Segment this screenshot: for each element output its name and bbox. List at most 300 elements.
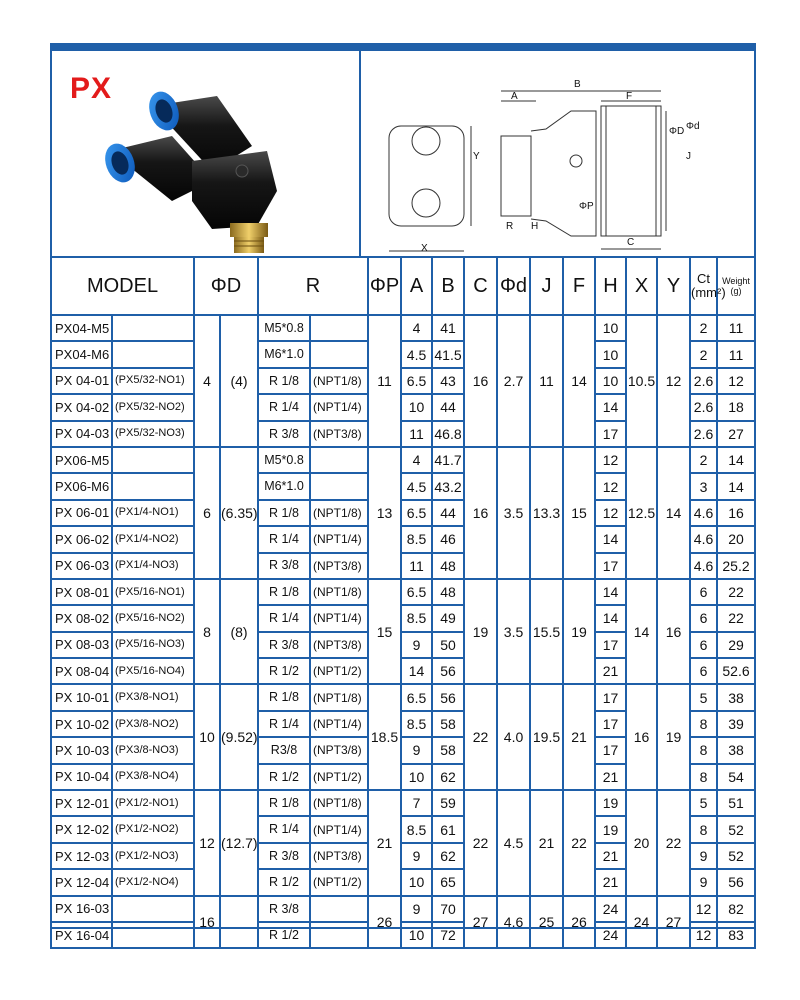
dim-b: 65: [432, 869, 464, 895]
weight: 18: [717, 394, 755, 420]
dim-c: 22: [464, 790, 497, 896]
header-y: Y: [657, 257, 690, 315]
model-code: PX 12-03: [51, 843, 112, 869]
dim-label-dd: Φd: [686, 121, 700, 132]
model-code: PX 12-01: [51, 790, 112, 816]
model-code: PX 04-03: [51, 421, 112, 447]
dim-a: 4: [401, 315, 432, 341]
dim-a: 6.5: [401, 579, 432, 605]
weight: 14: [717, 447, 755, 473]
thread-r: R 1/2: [258, 922, 310, 948]
header-b: B: [432, 257, 464, 315]
model-code: PX 08-02: [51, 605, 112, 631]
thread-npt: (NPT3/8): [310, 737, 368, 763]
thread-r: R 3/8: [258, 421, 310, 447]
thread-npt: (NPT1/4): [310, 605, 368, 631]
dim-p: 18.5: [368, 684, 401, 790]
dim-a: 8.5: [401, 816, 432, 842]
dim-y: 19: [657, 684, 690, 790]
dim-h: 17: [595, 553, 626, 579]
dim-b: 46.8: [432, 421, 464, 447]
dim-h: 19: [595, 816, 626, 842]
dim-ct: 6: [690, 579, 717, 605]
header-ct-unit: (mm²): [691, 285, 726, 300]
dim-f: 15: [563, 447, 595, 579]
dim-h: 21: [595, 658, 626, 684]
thread-r: R 1/8: [258, 684, 310, 710]
dim-a: 6.5: [401, 368, 432, 394]
tube-od: 8: [194, 579, 220, 685]
model-alt-code: (PX1/4-NO2): [112, 526, 194, 552]
dim-b: 58: [432, 737, 464, 763]
model-alt-code: (PX3/8-NO1): [112, 684, 194, 710]
weight: 29: [717, 632, 755, 658]
weight: 22: [717, 605, 755, 631]
header-a: A: [401, 257, 432, 315]
dim-h: 14: [595, 526, 626, 552]
thread-npt: (NPT3/8): [310, 632, 368, 658]
table-row: [51, 315, 755, 341]
dim-ct: 2: [690, 341, 717, 367]
model-alt-code: (PX5/32-NO3): [112, 421, 194, 447]
thread-npt: (NPT1/4): [310, 816, 368, 842]
dim-b: 43.2: [432, 473, 464, 499]
model-code: PX 10-03: [51, 737, 112, 763]
weight: 82: [717, 896, 755, 922]
table-row: [51, 447, 755, 473]
dim-ct: 5: [690, 790, 717, 816]
dim-h: 24: [595, 922, 626, 948]
tube-od: 12: [194, 790, 220, 896]
dim-x: 24: [626, 896, 657, 949]
dim-a: 8.5: [401, 711, 432, 737]
thread-r: R 3/8: [258, 896, 310, 922]
dim-label-y: Y: [473, 151, 480, 162]
dim-label-r: R: [506, 221, 514, 232]
dim-y: 22: [657, 790, 690, 896]
model-alt-code: (PX5/16-NO4): [112, 658, 194, 684]
dim-ct: 8: [690, 711, 717, 737]
model-alt-code: (PX5/16-NO2): [112, 605, 194, 631]
spec-table-body: [51, 257, 755, 948]
model-alt-code: [112, 896, 194, 922]
dim-label-d: ΦD: [669, 126, 685, 137]
dim-label-x: X: [421, 243, 428, 254]
model-code: PX 16-04: [51, 922, 112, 948]
dim-h: 21: [595, 843, 626, 869]
model-alt-code: (PX3/8-NO4): [112, 764, 194, 790]
dim-b: 41: [432, 315, 464, 341]
dim-b: 56: [432, 684, 464, 710]
dim-ct: 6: [690, 632, 717, 658]
weight: 52: [717, 816, 755, 842]
header-odd: Φd: [497, 257, 530, 315]
dim-p: 21: [368, 790, 401, 896]
dim-x: 20: [626, 790, 657, 896]
dim-b: 56: [432, 658, 464, 684]
model-alt-code: [112, 341, 194, 367]
dim-b: 43: [432, 368, 464, 394]
thread-npt: (NPT1/8): [310, 368, 368, 394]
model-code: PX 10-02: [51, 711, 112, 737]
model-alt-code: (PX5/16-NO3): [112, 632, 194, 658]
weight: 38: [717, 737, 755, 763]
model-code: PX 08-03: [51, 632, 112, 658]
dim-b: 70: [432, 896, 464, 922]
dim-label-f: F: [626, 91, 633, 102]
header-row: [51, 257, 755, 315]
dim-p: 26: [368, 896, 401, 949]
model-code: PX 08-01: [51, 579, 112, 605]
dim-a: 9: [401, 843, 432, 869]
thread-r: R 1/8: [258, 579, 310, 605]
dim-a: 4.5: [401, 473, 432, 499]
dim-h: 17: [595, 632, 626, 658]
weight: 51: [717, 790, 755, 816]
dim-f: 14: [563, 315, 595, 447]
dim-b: 62: [432, 764, 464, 790]
tube-od-inch: (8): [220, 579, 258, 685]
dim-h: 10: [595, 368, 626, 394]
dim-ct: 5: [690, 684, 717, 710]
model-code: PX 06-01: [51, 500, 112, 526]
header-weight-unit: (g): [730, 286, 742, 296]
dim-x: 10.5: [626, 315, 657, 447]
dim-a: 10: [401, 869, 432, 895]
dim-f: 26: [563, 896, 595, 949]
dim-f: 22: [563, 790, 595, 896]
model-alt-code: [112, 922, 194, 948]
model-alt-code: (PX5/32-NO2): [112, 394, 194, 420]
dim-d: 3.5: [497, 579, 530, 685]
dim-h: 12: [595, 447, 626, 473]
dim-label-b: B: [574, 79, 581, 90]
dim-ct: 2: [690, 315, 717, 341]
tube-od: 10: [194, 684, 220, 790]
thread-npt: [310, 473, 368, 499]
dim-b: 41.7: [432, 447, 464, 473]
model-code: PX 06-03: [51, 553, 112, 579]
product-photo-panel: [52, 51, 361, 256]
dim-h: 14: [595, 579, 626, 605]
model-alt-code: (PX1/2-NO4): [112, 869, 194, 895]
dim-ct: 2.6: [690, 421, 717, 447]
dim-c: 16: [464, 447, 497, 579]
dim-ct: 2: [690, 447, 717, 473]
header-j: J: [530, 257, 563, 315]
model-code: PX 04-01: [51, 368, 112, 394]
dim-b: 41.5: [432, 341, 464, 367]
dim-h: 10: [595, 315, 626, 341]
dim-d: 4.5: [497, 790, 530, 896]
model-alt-code: (PX1/4-NO3): [112, 553, 194, 579]
header-x: X: [626, 257, 657, 315]
dim-b: 61: [432, 816, 464, 842]
dim-ct: 3: [690, 473, 717, 499]
dim-b: 46: [432, 526, 464, 552]
model-alt-code: (PX5/32-NO1): [112, 368, 194, 394]
dim-h: 17: [595, 711, 626, 737]
dim-j: 13.3: [530, 447, 563, 579]
dim-a: 10: [401, 764, 432, 790]
dim-a: 7: [401, 790, 432, 816]
thread-r: R3/8: [258, 737, 310, 763]
tube-od-inch: (12.7): [220, 790, 258, 896]
dim-label-p: ΦP: [579, 201, 594, 212]
header-ct: [690, 257, 726, 315]
dim-b: 49: [432, 605, 464, 631]
weight: 25.2: [717, 553, 755, 579]
tube-od-inch: [220, 896, 258, 949]
table-row: [51, 896, 755, 922]
tube-od-inch: (4): [220, 315, 258, 447]
dim-p: 13: [368, 447, 401, 579]
model-alt-code: (PX3/8-NO2): [112, 711, 194, 737]
dim-a: 8.5: [401, 605, 432, 631]
model-alt-code: [112, 315, 194, 341]
model-code: PX04-M6: [51, 341, 112, 367]
thread-npt: [310, 922, 368, 948]
thread-r: R 1/4: [258, 816, 310, 842]
thread-r: R 1/2: [258, 869, 310, 895]
dim-ct: 6: [690, 658, 717, 684]
weight: 14: [717, 473, 755, 499]
dim-d: 3.5: [497, 447, 530, 579]
header-ct-label: Ct: [697, 271, 711, 287]
thread-npt: (NPT1/8): [310, 790, 368, 816]
header-f: F: [563, 257, 595, 315]
table-row: [51, 579, 755, 605]
tube-od: 4: [194, 315, 220, 447]
dim-label-j: J: [686, 151, 691, 162]
model-code: PX04-M5: [51, 315, 112, 341]
dim-a: 14: [401, 658, 432, 684]
tube-od: 6: [194, 447, 220, 579]
model-code: PX 16-03: [51, 896, 112, 922]
dim-label-c: C: [627, 237, 635, 248]
weight: 20: [717, 526, 755, 552]
dim-h: 12: [595, 500, 626, 526]
thread-npt: (NPT3/8): [310, 421, 368, 447]
dim-h: 12: [595, 473, 626, 499]
dim-ct: 2.6: [690, 368, 717, 394]
dim-b: 48: [432, 553, 464, 579]
dim-ct: 8: [690, 816, 717, 842]
dim-h: 14: [595, 605, 626, 631]
header-op: ΦP: [368, 257, 401, 315]
model-code: PX 10-04: [51, 764, 112, 790]
spec-table: [50, 256, 756, 949]
brand-label: PX: [70, 72, 113, 105]
dim-j: 11: [530, 315, 563, 447]
dim-a: 9: [401, 896, 432, 922]
dim-p: 11: [368, 315, 401, 447]
dim-a: 4: [401, 447, 432, 473]
model-alt-code: (PX1/2-NO3): [112, 843, 194, 869]
weight: 11: [717, 315, 755, 341]
dim-x: 12.5: [626, 447, 657, 579]
dim-a: 6.5: [401, 684, 432, 710]
dim-h: 24: [595, 896, 626, 922]
model-alt-code: (PX1/2-NO1): [112, 790, 194, 816]
dim-h: 19: [595, 790, 626, 816]
dim-p: 15: [368, 579, 401, 685]
thread-r: M5*0.8: [258, 447, 310, 473]
dim-y: 27: [657, 896, 690, 949]
header-h: H: [595, 257, 626, 315]
dim-ct: 12: [690, 922, 717, 948]
header-c: C: [464, 257, 497, 315]
thread-r: R 3/8: [258, 843, 310, 869]
dim-a: 11: [401, 421, 432, 447]
model-code: PX 08-04: [51, 658, 112, 684]
thread-r: R 1/4: [258, 394, 310, 420]
weight: 16: [717, 500, 755, 526]
thread-npt: (NPT1/4): [310, 526, 368, 552]
thread-npt: [310, 447, 368, 473]
dim-j: 19.5: [530, 684, 563, 790]
thread-npt: (NPT1/2): [310, 658, 368, 684]
dim-a: 10: [401, 922, 432, 948]
model-alt-code: (PX1/4-NO1): [112, 500, 194, 526]
dimension-drawing: [361, 51, 754, 256]
dim-a: 10: [401, 394, 432, 420]
thread-npt: (NPT3/8): [310, 553, 368, 579]
dim-f: 19: [563, 579, 595, 685]
thread-r: R 1/8: [258, 790, 310, 816]
dim-b: 50: [432, 632, 464, 658]
model-code: PX 12-04: [51, 869, 112, 895]
thread-r: M5*0.8: [258, 315, 310, 341]
thread-npt: (NPT3/8): [310, 843, 368, 869]
thread-npt: (NPT1/8): [310, 684, 368, 710]
thread-npt: [310, 315, 368, 341]
dim-x: 14: [626, 579, 657, 685]
dim-b: 58: [432, 711, 464, 737]
thread-r: R 1/2: [258, 764, 310, 790]
dim-h: 17: [595, 737, 626, 763]
dim-f: 21: [563, 684, 595, 790]
dim-y: 16: [657, 579, 690, 685]
weight: 56: [717, 869, 755, 895]
thread-npt: (NPT1/4): [310, 394, 368, 420]
dim-d: 4.6: [497, 896, 530, 949]
model-alt-code: (PX1/2-NO2): [112, 816, 194, 842]
thread-r: M6*1.0: [258, 341, 310, 367]
weight: 52.6: [717, 658, 755, 684]
dim-y: 12: [657, 315, 690, 447]
model-code: PX 12-02: [51, 816, 112, 842]
weight: 22: [717, 579, 755, 605]
thread-npt: (NPT1/2): [310, 869, 368, 895]
thread-npt: (NPT1/4): [310, 711, 368, 737]
dim-j: 25: [530, 896, 563, 949]
model-alt-code: (PX5/16-NO1): [112, 579, 194, 605]
weight: 39: [717, 711, 755, 737]
dim-d: 4.0: [497, 684, 530, 790]
header-model: MODEL: [51, 257, 194, 315]
weight: 27: [717, 421, 755, 447]
dim-ct: 4.6: [690, 553, 717, 579]
dim-b: 44: [432, 500, 464, 526]
weight: 11: [717, 341, 755, 367]
dim-ct: 4.6: [690, 526, 717, 552]
weight: 54: [717, 764, 755, 790]
dim-b: 48: [432, 579, 464, 605]
model-code: PX06-M6: [51, 473, 112, 499]
header-r: R: [258, 257, 368, 315]
model-alt-code: [112, 473, 194, 499]
dim-b: 72: [432, 922, 464, 948]
dim-c: 19: [464, 579, 497, 685]
weight: 38: [717, 684, 755, 710]
dim-y: 14: [657, 447, 690, 579]
table-row: [51, 684, 755, 710]
dim-a: 9: [401, 632, 432, 658]
thread-r: M6*1.0: [258, 473, 310, 499]
dim-ct: 4.6: [690, 500, 717, 526]
dim-b: 59: [432, 790, 464, 816]
thread-r: R 1/4: [258, 711, 310, 737]
dim-label-h: H: [531, 221, 539, 232]
thread-r: R 1/8: [258, 368, 310, 394]
header-weight-label: Weight: [722, 275, 750, 286]
model-alt-code: [112, 447, 194, 473]
dim-h: 17: [595, 684, 626, 710]
dim-h: 14: [595, 394, 626, 420]
dim-j: 15.5: [530, 579, 563, 685]
weight: 83: [717, 922, 755, 948]
dim-ct: 9: [690, 843, 717, 869]
table-row: [51, 790, 755, 816]
thread-npt: [310, 341, 368, 367]
model-code: PX06-M5: [51, 447, 112, 473]
thread-r: R 3/8: [258, 632, 310, 658]
dim-h: 21: [595, 764, 626, 790]
tube-od-inch: (9.52): [220, 684, 258, 790]
technical-drawing-panel: [361, 51, 754, 256]
dim-h: 21: [595, 869, 626, 895]
dim-ct: 8: [690, 737, 717, 763]
thread-r: R 1/2: [258, 658, 310, 684]
dim-a: 8.5: [401, 526, 432, 552]
dim-c: 27: [464, 896, 497, 949]
dim-c: 22: [464, 684, 497, 790]
dim-h: 10: [595, 341, 626, 367]
model-alt-code: (PX3/8-NO3): [112, 737, 194, 763]
weight: 12: [717, 368, 755, 394]
thread-r: R 1/4: [258, 605, 310, 631]
dim-a: 4.5: [401, 341, 432, 367]
thread-r: R 3/8: [258, 553, 310, 579]
thread-npt: (NPT1/8): [310, 500, 368, 526]
model-code: PX 06-02: [51, 526, 112, 552]
dim-d: 2.7: [497, 315, 530, 447]
thread-npt: (NPT1/2): [310, 764, 368, 790]
dim-j: 21: [530, 790, 563, 896]
thread-npt: [310, 896, 368, 922]
model-code: PX 04-02: [51, 394, 112, 420]
dim-x: 16: [626, 684, 657, 790]
thread-r: R 1/4: [258, 526, 310, 552]
tube-od-inch: (6.35): [220, 447, 258, 579]
dim-b: 44: [432, 394, 464, 420]
thread-r: R 1/8: [258, 500, 310, 526]
model-code: PX 10-01: [51, 684, 112, 710]
dim-b: 62: [432, 843, 464, 869]
thread-npt: (NPT1/8): [310, 579, 368, 605]
dim-ct: 12: [690, 896, 717, 922]
